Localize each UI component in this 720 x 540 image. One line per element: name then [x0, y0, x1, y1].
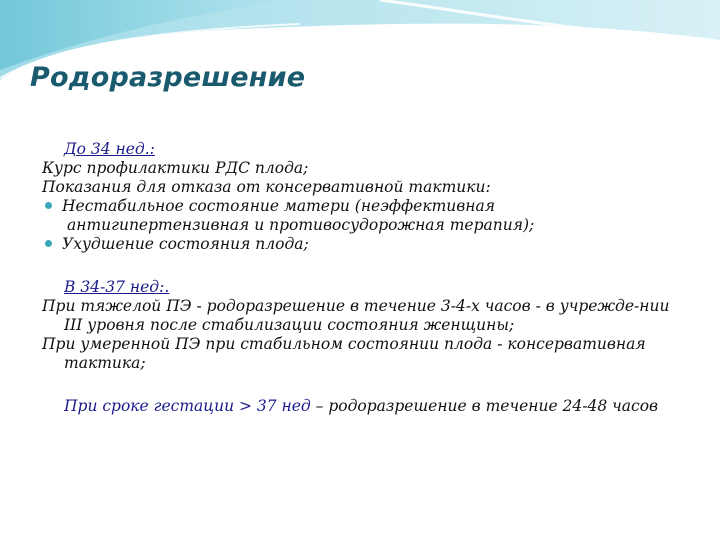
section-heading-before-34	[42, 140, 682, 159]
section-heading-text: До 34 нед.:	[64, 140, 155, 158]
bullet-icon	[45, 202, 52, 209]
text-line: При тяжелой ПЭ - родоразрешение в течение 3-4-х часов - в учрежде-нии III уровня после стабилизации состояния женщины;	[42, 297, 670, 334]
spacer	[42, 254, 682, 278]
text-rest: – родоразрешение в течение 24-48 часов	[310, 397, 659, 415]
section-heading-text: В 34-37 нед:.	[64, 278, 170, 296]
highlight-text: При сроке гестации > 37 нед	[64, 397, 311, 415]
text-line: Показания для отказа от консервативной тактики:	[42, 178, 491, 196]
list-item-text: Ухудшение состояния плода;	[62, 235, 309, 253]
text-line: При умеренной ПЭ при стабильном состоянии плода - консервативная тактика;	[42, 335, 646, 372]
bullet-icon	[45, 240, 52, 247]
list-item	[42, 197, 682, 235]
spacer	[42, 373, 682, 397]
slide-content	[42, 140, 682, 416]
section-heading-34-37	[42, 278, 682, 297]
text-line-after-37	[42, 397, 682, 416]
list-item	[42, 235, 682, 254]
page-title: Родоразрешение	[30, 62, 306, 93]
text-line: Курс профилактики РДС плода;	[42, 159, 309, 177]
list-item-text: Нестабильное состояние матери (неэффективная антигипертензивная и противосудорожная терапия);	[62, 197, 535, 234]
